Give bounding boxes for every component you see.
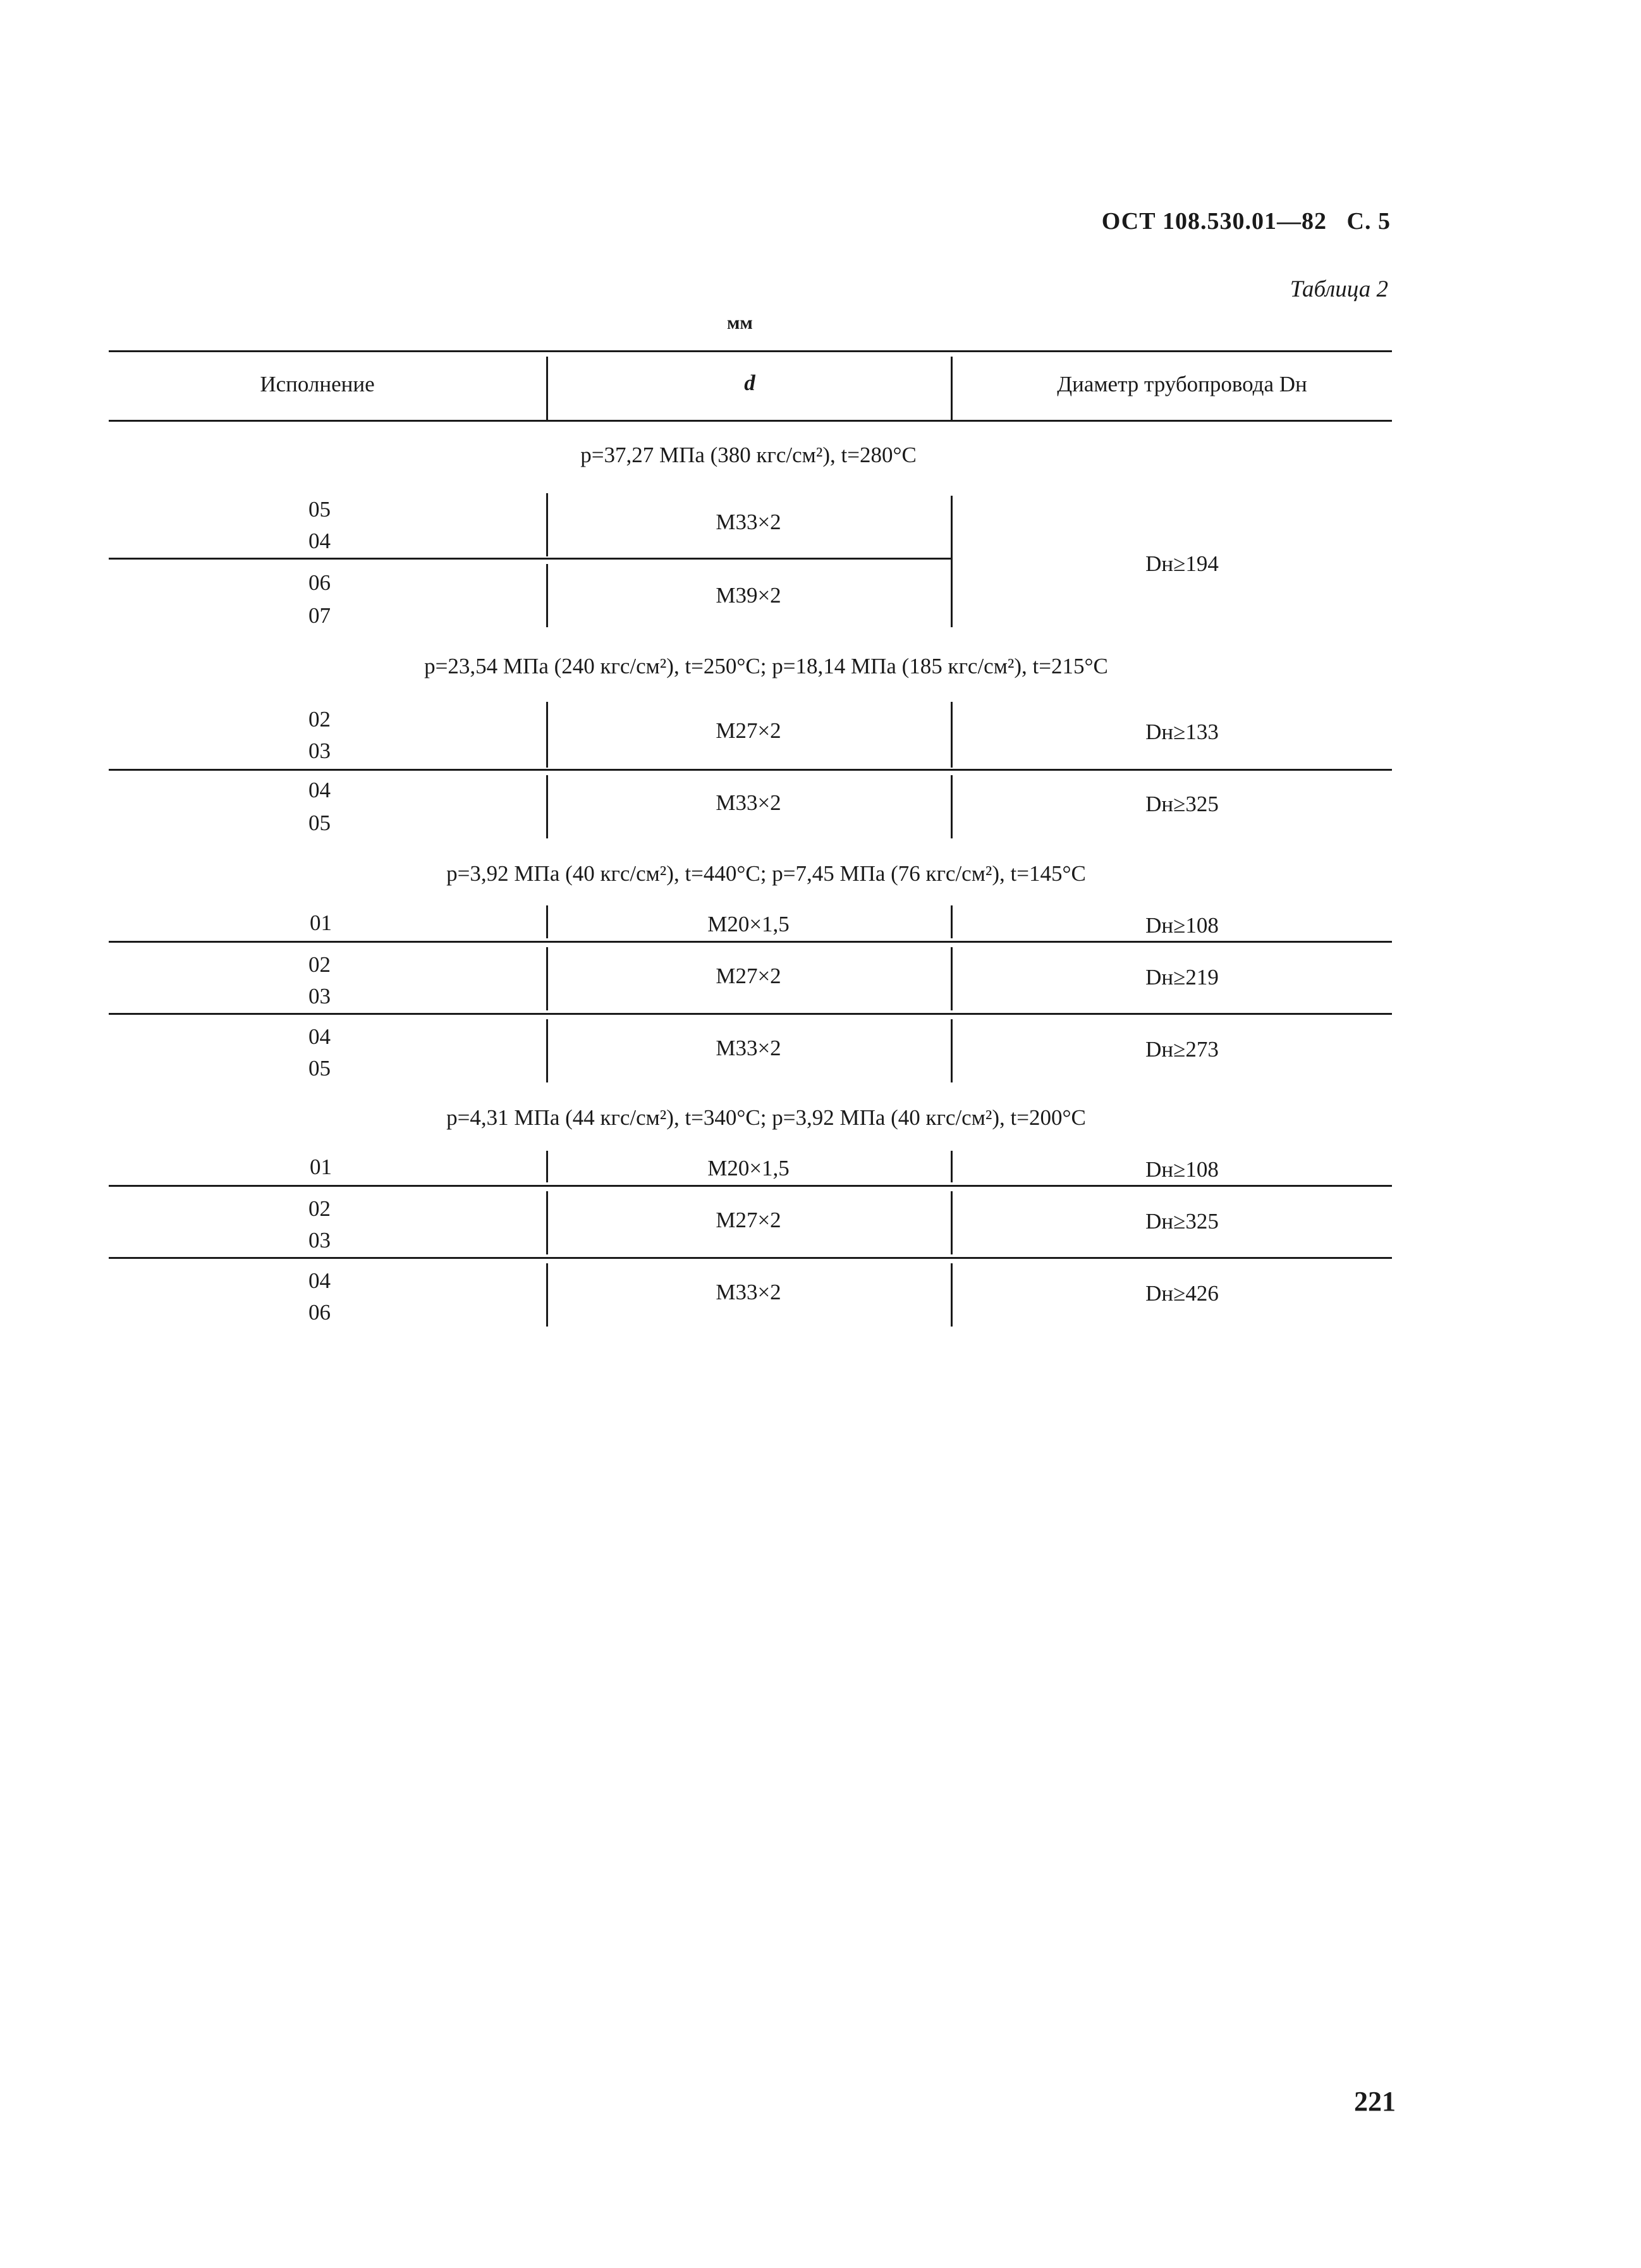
s3-g1-d: М20×1,5: [707, 912, 790, 936]
s2-g1-version-2: 03: [308, 739, 331, 763]
document-code: ОСТ 108.530.01—82: [1101, 208, 1327, 235]
unit-label: мм: [727, 312, 753, 333]
header-divider-2: [951, 357, 953, 420]
s1-divider-1a: [546, 493, 548, 556]
column-header-version: Исполнение: [260, 372, 375, 396]
section-4-condition: p=4,31 МПа (44 кгс/см²), t=340°C; p=3,92 МПа (40 кгс/см²), t=200°C: [446, 1105, 1086, 1130]
s1-g2-version-1: 06: [308, 570, 331, 595]
s3-divider-1a: [546, 905, 548, 938]
s4-row-rule-1: [109, 1185, 1392, 1187]
s3-g1-version-1: 01: [310, 910, 332, 935]
s1-g1-version-1: 05: [308, 497, 331, 522]
s3-divider-2a: [951, 905, 953, 938]
header-divider-1: [546, 357, 548, 420]
s3-divider-2b: [951, 947, 953, 1010]
s4-g1-version-1: 01: [310, 1155, 332, 1179]
s3-row-rule-2: [109, 1013, 1392, 1015]
s2-g2-d: М33×2: [716, 790, 781, 815]
s4-g1-d: М20×1,5: [707, 1156, 790, 1180]
s4-divider-1b: [546, 1191, 548, 1254]
s1-divider-2: [951, 496, 953, 627]
s4-g3-version-2: 06: [308, 1300, 331, 1325]
s4-g3-d: М33×2: [716, 1280, 781, 1304]
document-code-header: [1102, 207, 1391, 235]
s4-g2-version-2: 03: [308, 1228, 331, 1253]
spec-table: [109, 341, 1392, 1353]
s2-divider-1a: [546, 702, 548, 768]
s3-g2-version-1: 02: [308, 952, 331, 977]
s3-g2-version-2: 03: [308, 984, 331, 1008]
s4-divider-2c: [951, 1263, 953, 1327]
section-1-condition: p=37,27 МПа (380 кгс/см²), t=280°C: [580, 443, 917, 467]
s1-merged-diameter: Dн≥194: [1145, 551, 1219, 576]
table-caption: Таблица 2: [1290, 276, 1388, 302]
s2-row-rule: [109, 769, 1392, 771]
s2-g1-d: М27×2: [716, 718, 781, 743]
s3-g2-d: М27×2: [716, 964, 781, 988]
s1-row-rule: [109, 558, 951, 560]
s4-g3-version-1: 04: [308, 1268, 331, 1293]
s3-g3-version-2: 05: [308, 1056, 331, 1081]
s1-g1-d: М33×2: [716, 510, 781, 534]
s3-g1-diameter: Dн≥108: [1145, 913, 1219, 938]
table-top-rule: [109, 350, 1392, 352]
s3-divider-1b: [546, 947, 548, 1010]
s1-g1-version-2: 04: [308, 529, 331, 553]
s3-row-rule-1: [109, 941, 1392, 943]
s4-divider-2a: [951, 1151, 953, 1182]
s4-g2-diameter: Dн≥325: [1145, 1209, 1219, 1234]
s3-g3-d: М33×2: [716, 1036, 781, 1060]
s4-g2-version-1: 02: [308, 1196, 331, 1221]
s4-divider-1c: [546, 1263, 548, 1327]
section-3-condition: p=3,92 МПа (40 кгс/см²), t=440°C; p=7,45 МПа (76 кгс/см²), t=145°C: [446, 861, 1086, 886]
column-header-d: d: [744, 371, 755, 395]
s2-g2-diameter: Dн≥325: [1145, 792, 1219, 816]
s1-g2-version-2: 07: [308, 603, 331, 628]
s2-g1-diameter: Dн≥133: [1145, 720, 1219, 744]
s2-divider-2a: [951, 702, 953, 768]
page-reference: С. 5: [1346, 208, 1391, 235]
s3-divider-2c: [951, 1019, 953, 1082]
s3-divider-1c: [546, 1019, 548, 1082]
s2-divider-1b: [546, 775, 548, 838]
column-header-diameter: Диаметр трубопровода Dн: [1057, 372, 1307, 396]
s1-g2-d: М39×2: [716, 583, 781, 608]
s4-g1-diameter: Dн≥108: [1145, 1157, 1219, 1182]
section-2-condition: p=23,54 МПа (240 кгс/см²), t=250°C; p=18,14 МПа (185 кгс/см²), t=215°C: [424, 654, 1108, 678]
s2-g1-version-1: 02: [308, 707, 331, 732]
s4-divider-2b: [951, 1191, 953, 1254]
page-number: 221: [1354, 2086, 1396, 2117]
s3-g3-diameter: Dн≥273: [1145, 1037, 1219, 1062]
s4-divider-1a: [546, 1151, 548, 1182]
s4-g2-d: М27×2: [716, 1208, 781, 1232]
header-bottom-rule: [109, 420, 1392, 422]
s4-g3-diameter: Dн≥426: [1145, 1281, 1219, 1306]
s1-divider-1b: [546, 564, 548, 627]
s2-g2-version-1: 04: [308, 778, 331, 802]
s3-g2-diameter: Dн≥219: [1145, 965, 1219, 990]
s4-row-rule-2: [109, 1257, 1392, 1259]
s2-divider-2b: [951, 775, 953, 838]
s3-g3-version-1: 04: [308, 1024, 331, 1049]
s2-g2-version-2: 05: [308, 811, 331, 835]
